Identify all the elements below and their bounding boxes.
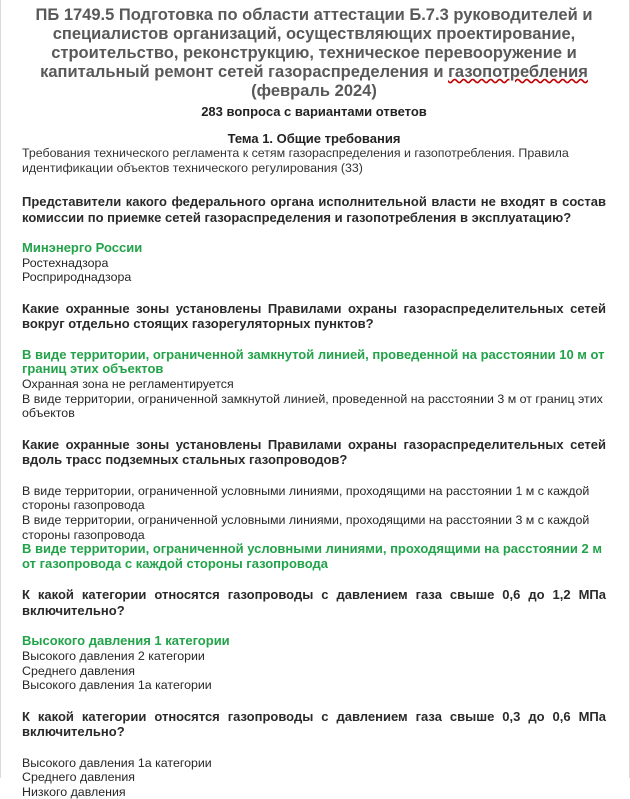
answer-option: Среднего давления	[22, 770, 136, 785]
question-text: Представители какого федерального органа исполнительной власти не входят в состав комиссии по приемке сетей газораспределения и газопотребления в эксплуатацию?	[22, 194, 606, 225]
answer-correct: Высокого давления 1 категории	[22, 633, 230, 649]
question-block	[22, 587, 606, 692]
answer-option: Высокого давления 1а категории	[22, 678, 212, 693]
answer-correct: В виде территории, ограниченной условными линиями, проходящими на расстоянии 2 м от газопровода с каждой стороны газопровода	[22, 541, 602, 571]
question-block	[22, 437, 606, 572]
answer-option: Низкого давления	[22, 784, 126, 799]
title-spellcheck-word: газопотребления	[448, 63, 588, 81]
theme-description: Требования технического регламента к сетям газораспределения и газопотребления. Правила идентификации объектов технического регулирования (33)	[22, 146, 569, 175]
document-title	[22, 6, 606, 101]
document-subtitle: 283 вопроса с вариантами ответов	[201, 104, 427, 119]
answer-option: Ростехнадзора	[22, 255, 109, 270]
answer-option: В виде территории, ограниченной замкнутой линией, проведенной на расстоянии 3 м от границ этих объектов	[22, 391, 603, 421]
document-body	[22, 6, 606, 799]
answer-correct: Минэнерго России	[22, 240, 143, 255]
title-main: ПБ 1749.5 Подготовка по области аттестации Б.7.3 руководителей и специалистов организаций, осуществляющих проектирование, строительство, реконструкцию, техническое перевооружение и капитальный ремонт сетей газораспределения и	[35, 6, 593, 81]
question-text: Какие охранные зоны установлены Правилами охраны газораспределительных сетей вокруг отдельно стоящих газорегуляторных пунктов?	[22, 300, 606, 332]
answer-list	[22, 348, 606, 421]
answer-option: В виде территории, ограниченной условными линиями, проходящими на расстоянии 3 м с каждой стороны газопровода	[22, 512, 590, 542]
title-tail: (февраль 2024)	[251, 82, 377, 100]
answer-correct: В виде территории, ограниченной замкнутой линией, проведенной на расстоянии 10 м от границ этих объектов	[22, 346, 605, 377]
question-block	[22, 301, 606, 421]
answer-option: Охранная зона не регламентируется	[22, 376, 234, 391]
question-block	[22, 709, 606, 799]
answer-option: Высокого давления 2 категории	[22, 648, 205, 663]
question-block	[22, 194, 606, 285]
question-text: К какой категории относятся газопроводы с давлением газа свыше 0,6 до 1,2 МПа включительно?	[22, 587, 606, 618]
answer-option: Высокого давления 1а категории	[22, 755, 212, 770]
answer-list	[22, 756, 606, 799]
answer-option: В виде территории, ограниченной условными линиями, проходящими на расстоянии 1 м с каждой стороны газопровода	[22, 483, 590, 513]
answer-list	[22, 241, 606, 285]
theme-title: Тема 1. Общие требования	[227, 131, 401, 146]
question-text: К какой категории относятся газопроводы с давлением газа свыше 0,3 до 0,6 МПа включительно?	[22, 708, 606, 740]
answer-option: Росприроднадзора	[22, 270, 132, 285]
answer-list	[22, 484, 606, 572]
answer-option: Среднего давления	[22, 663, 136, 678]
question-text: Какие охранные зоны установлены Правилами охраны газораспределительных сетей вдоль трасс подземных стальных газопроводов?	[22, 436, 606, 468]
answer-list	[22, 634, 606, 692]
